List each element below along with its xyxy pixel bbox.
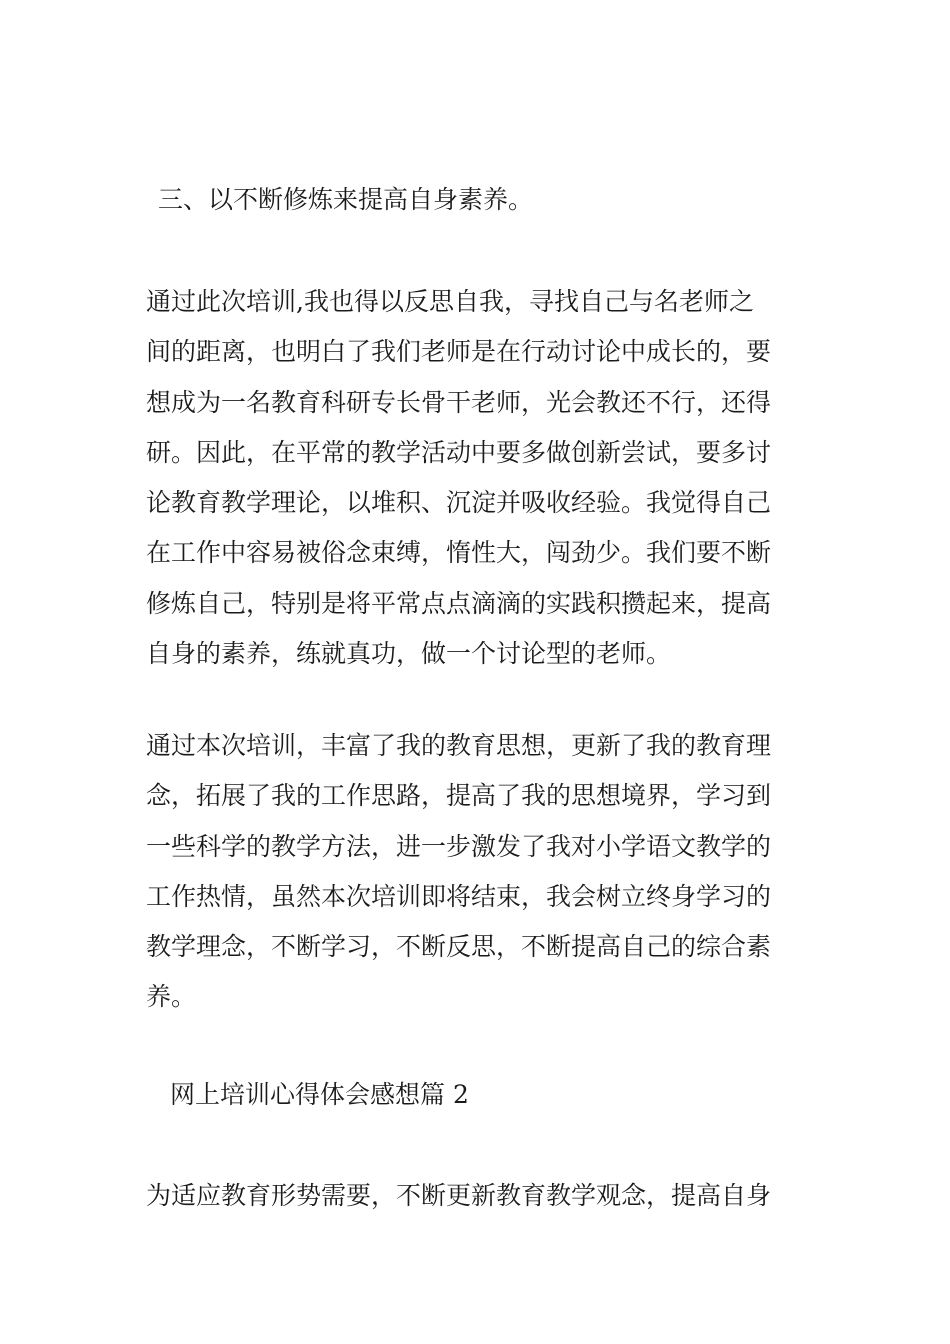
paragraph-line: 通过本次培训，丰富了我的教育思想，更新了我的教育理 (146, 731, 772, 760)
paragraph-line: 间的距离，也明白了我们老师是在行动讨论中成长的，要 (146, 337, 772, 367)
paragraph-line: 自身的素养，练就真功，做一个讨论型的老师。 (146, 639, 672, 669)
paragraph-line: 为适应教育形势需要，不断更新教育教学观念，提高自身 (146, 1181, 772, 1210)
paragraph-line: 养。 (146, 982, 197, 1012)
paragraph-line: 念，拓展了我的工作思路，提高了我的思想境界，学习到 (146, 781, 772, 811)
article-title (170, 1070, 834, 1120)
section-heading (158, 175, 822, 225)
paragraph-line: 工作热情，虽然本次培训即将结束，我会树立终身学习的 (146, 881, 772, 911)
paragraph-line: 一些科学的教学方法，进一步激发了我对小学语文教学的 (146, 831, 772, 861)
paragraph-line: 在工作中容易被俗念束缚，惰性大，闯劲少。我们要不断 (146, 538, 772, 568)
paragraph-line: 修炼自己，特别是将平常点点滴滴的实践积攒起来，提高 (146, 588, 772, 618)
title-text: 网上培训心得体会感想篇 2 (170, 1080, 469, 1109)
paragraph-summary (146, 721, 810, 1023)
paragraph-line: 教学理念，不断学习，不断反思，不断提高自己的综合素 (146, 932, 772, 962)
paragraph-line: 通过此次培训,我也得以反思自我，寻找自己与名老师之 (146, 287, 754, 316)
paragraph-line: 研。因此，在平常的教学活动中要多做创新尝试，要多讨 (146, 437, 772, 467)
heading-text: 三、以不断修炼来提高自身素养。 (158, 185, 534, 214)
paragraph-line: 论教育教学理论，以堆积、沉淀并吸收经验。我觉得自己 (146, 488, 772, 518)
paragraph-intro (146, 1171, 810, 1221)
paragraph-line: 想成为一名教育科研专长骨干老师，光会教还不行，还得 (146, 387, 772, 417)
paragraph-reflection (146, 277, 810, 679)
